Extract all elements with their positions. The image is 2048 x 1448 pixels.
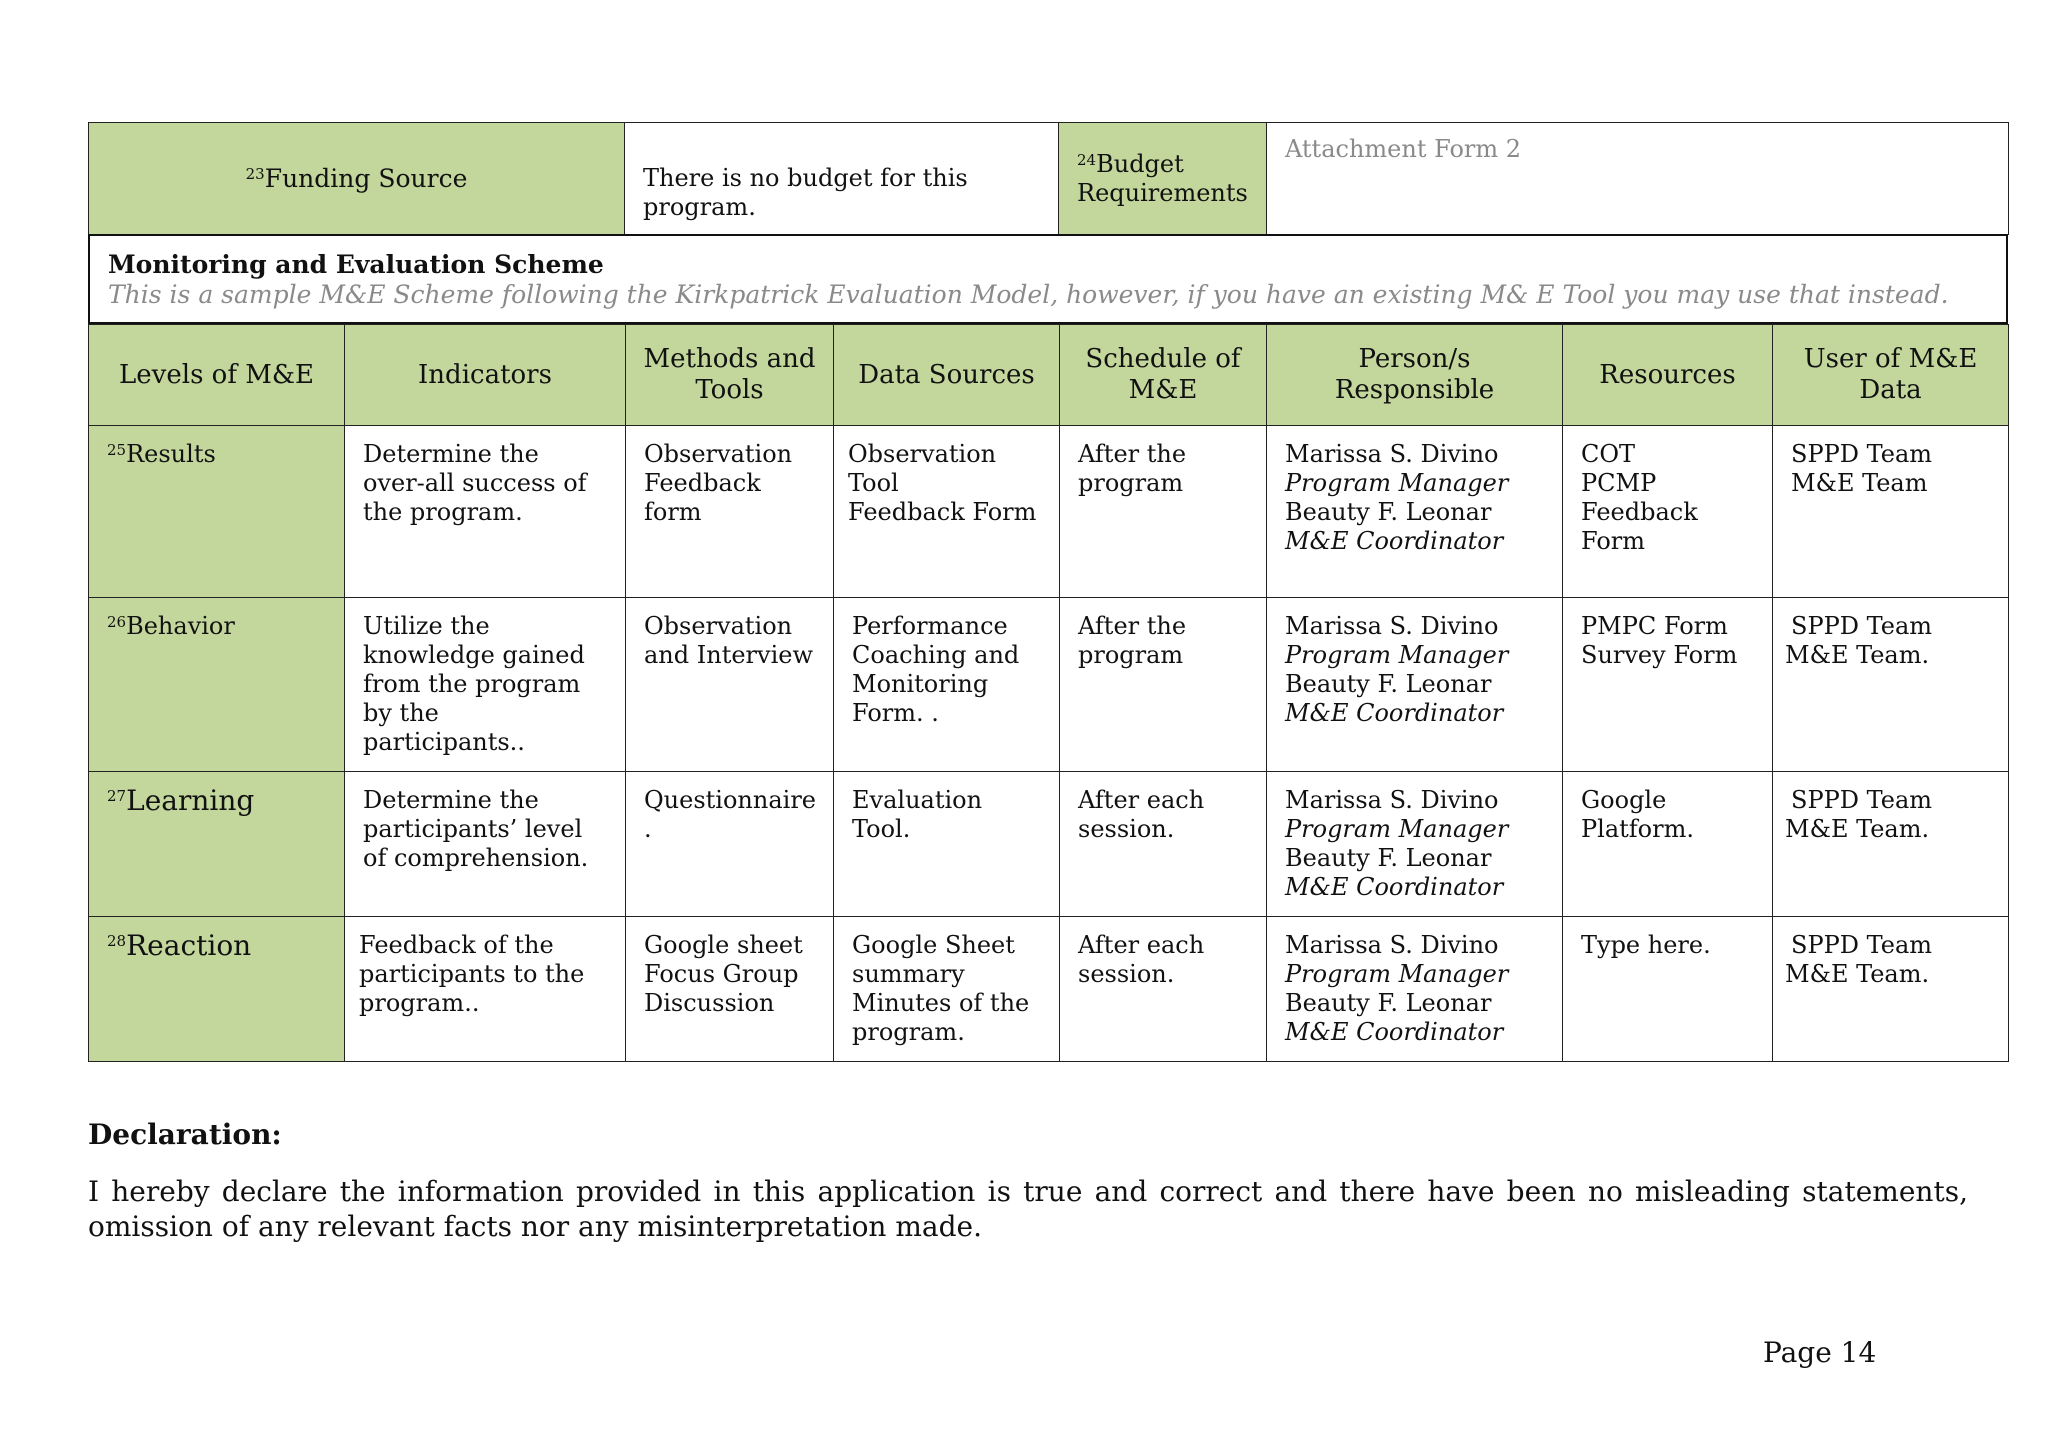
table-row (89, 598, 2009, 772)
person-role: M&E Coordinator (1285, 873, 1504, 901)
column-header: Data Sources (834, 325, 1060, 426)
person-name: Marissa S. Divino (1285, 440, 1499, 468)
footnote-ref: 25 (107, 441, 127, 459)
level-label: Learning (126, 784, 255, 817)
person-name: Marissa S. Divino (1285, 931, 1499, 959)
user-item: M&E Team (1791, 469, 1928, 497)
resource-item: Google Platform. (1581, 786, 1694, 843)
footnote-ref: 23 (245, 165, 265, 183)
sources-cell (834, 772, 1060, 917)
person-cell (1267, 772, 1563, 917)
user-item: SPPD Team (1791, 931, 1933, 959)
column-header: Resources (1563, 325, 1773, 426)
source-item: Feedback Form (848, 498, 1037, 526)
person-name: Marissa S. Divino (1285, 786, 1499, 814)
level-cell (89, 917, 345, 1062)
scheme-title: Monitoring and Evaluation Scheme (108, 250, 604, 279)
indicators-cell: Determine the participants’ level of comprehension. (345, 772, 626, 917)
method-item: Feedback form (644, 469, 761, 526)
budget-requirements-value[interactable]: Attachment Form 2 (1267, 123, 2009, 235)
level-label: Results (126, 440, 216, 468)
source-item: Evaluation Tool. (852, 786, 983, 843)
person-name: Beauty F. Leonar (1285, 844, 1492, 872)
method-item: Questionnaire (644, 786, 816, 814)
resources-cell (1563, 772, 1773, 917)
methods-cell (626, 917, 834, 1062)
user-item: SPPD Team (1791, 612, 1933, 640)
methods-cell (626, 426, 834, 598)
resource-item: PCMP (1581, 469, 1657, 497)
scheme-subtitle: This is a sample M&E Scheme following the Kirkpatrick Evaluation Model, however, if you have an existing M& E Tool you may use that instead. (108, 280, 1949, 309)
column-header: Methods and Tools (626, 325, 834, 426)
funding-source-value: There is no budget for this program. (625, 123, 1059, 235)
method-item: Focus Group Discussion (644, 960, 799, 1017)
method-item: Observation (644, 440, 793, 468)
footnote-ref: 27 (107, 787, 127, 805)
budget-label-text: Budget Requirements (1077, 149, 1248, 207)
methods-cell (626, 772, 834, 917)
person-role: Program Manager (1285, 469, 1509, 497)
users-cell (1773, 426, 2009, 598)
me-scheme-table (88, 324, 2009, 1062)
person-name: Beauty F. Leonar (1285, 498, 1492, 526)
schedule-cell: After the program (1060, 426, 1267, 598)
column-header: Person/s Responsible (1267, 325, 1563, 426)
column-header: User of M&E Data (1773, 325, 2009, 426)
table-header-row (89, 325, 2009, 426)
user-item: M&E Team. (1785, 815, 1930, 843)
users-cell (1773, 917, 2009, 1062)
resource-item: Feedback Form (1581, 498, 1698, 555)
method-item: Google sheet (644, 931, 803, 959)
indicators-cell: Utilize the knowledge gained from the program by the participants.. (345, 598, 626, 772)
source-item: Minutes of the program. (852, 989, 1030, 1046)
person-role: Program Manager (1285, 641, 1509, 669)
user-item: SPPD Team (1791, 786, 1933, 814)
table-row (89, 426, 2009, 598)
source-item: Performance Coaching and Monitoring Form. . (852, 612, 1020, 727)
column-header: Indicators (345, 325, 626, 426)
user-item: M&E Team. (1785, 960, 1930, 988)
person-role: M&E Coordinator (1285, 527, 1504, 555)
source-item: Google Sheet summary (852, 931, 1015, 988)
column-header: Schedule of M&E (1060, 325, 1267, 426)
table-row (89, 772, 2009, 917)
resource-item: PMPC Form (1581, 612, 1728, 640)
funding-source-label (89, 123, 625, 235)
sources-cell (834, 426, 1060, 598)
footnote-ref: 26 (107, 613, 127, 631)
person-name: Beauty F. Leonar (1285, 989, 1492, 1017)
person-cell (1267, 598, 1563, 772)
user-item: M&E Team. (1785, 641, 1930, 669)
level-cell (89, 426, 345, 598)
method-item: Observation and Interview (644, 612, 813, 669)
resources-cell (1563, 426, 1773, 598)
level-label: Reaction (126, 929, 252, 962)
level-label: Behavior (126, 612, 235, 640)
scheme-header (88, 234, 2008, 324)
funding-label-text: Funding Source (264, 164, 468, 193)
level-cell (89, 598, 345, 772)
person-cell (1267, 917, 1563, 1062)
person-role: M&E Coordinator (1285, 699, 1504, 727)
column-header: Levels of M&E (89, 325, 345, 426)
methods-cell (626, 598, 834, 772)
users-cell (1773, 598, 2009, 772)
footnote-ref: 28 (107, 932, 127, 950)
budget-requirements-label (1059, 123, 1267, 235)
user-item: SPPD Team (1791, 440, 1933, 468)
schedule-cell: After each session. (1060, 772, 1267, 917)
person-role: M&E Coordinator (1285, 1018, 1504, 1046)
resource-placeholder[interactable]: Type here. (1581, 931, 1711, 959)
resources-cell (1563, 598, 1773, 772)
page-number: Page 14 (1763, 1336, 1877, 1369)
resources-cell[interactable] (1563, 917, 1773, 1062)
level-cell (89, 772, 345, 917)
source-item: Observation Tool (848, 440, 997, 497)
funding-budget-table (88, 122, 2009, 235)
resource-item: COT (1581, 440, 1636, 468)
method-item: . (644, 815, 652, 843)
person-name: Marissa S. Divino (1285, 612, 1499, 640)
sources-cell (834, 598, 1060, 772)
declaration-text: I hereby declare the information provided in this application is true and correct and there have been no misleading statements, omission of any relevant facts nor any misinterpretation made. (88, 1175, 1968, 1243)
resource-item: Survey Form (1581, 641, 1738, 669)
indicators-cell: Determine the over-all success of the program. (345, 426, 626, 598)
schedule-cell: After the program (1060, 598, 1267, 772)
schedule-cell: After each session. (1060, 917, 1267, 1062)
table-row (89, 917, 2009, 1062)
footnote-ref: 24 (1077, 150, 1097, 169)
declaration-title: Declaration: (88, 1118, 282, 1151)
person-name: Beauty F. Leonar (1285, 670, 1492, 698)
sources-cell (834, 917, 1060, 1062)
indicators-cell: Feedback of the participants to the program.. (345, 917, 626, 1062)
users-cell (1773, 772, 2009, 917)
person-role: Program Manager (1285, 815, 1509, 843)
person-cell (1267, 426, 1563, 598)
person-role: Program Manager (1285, 960, 1509, 988)
